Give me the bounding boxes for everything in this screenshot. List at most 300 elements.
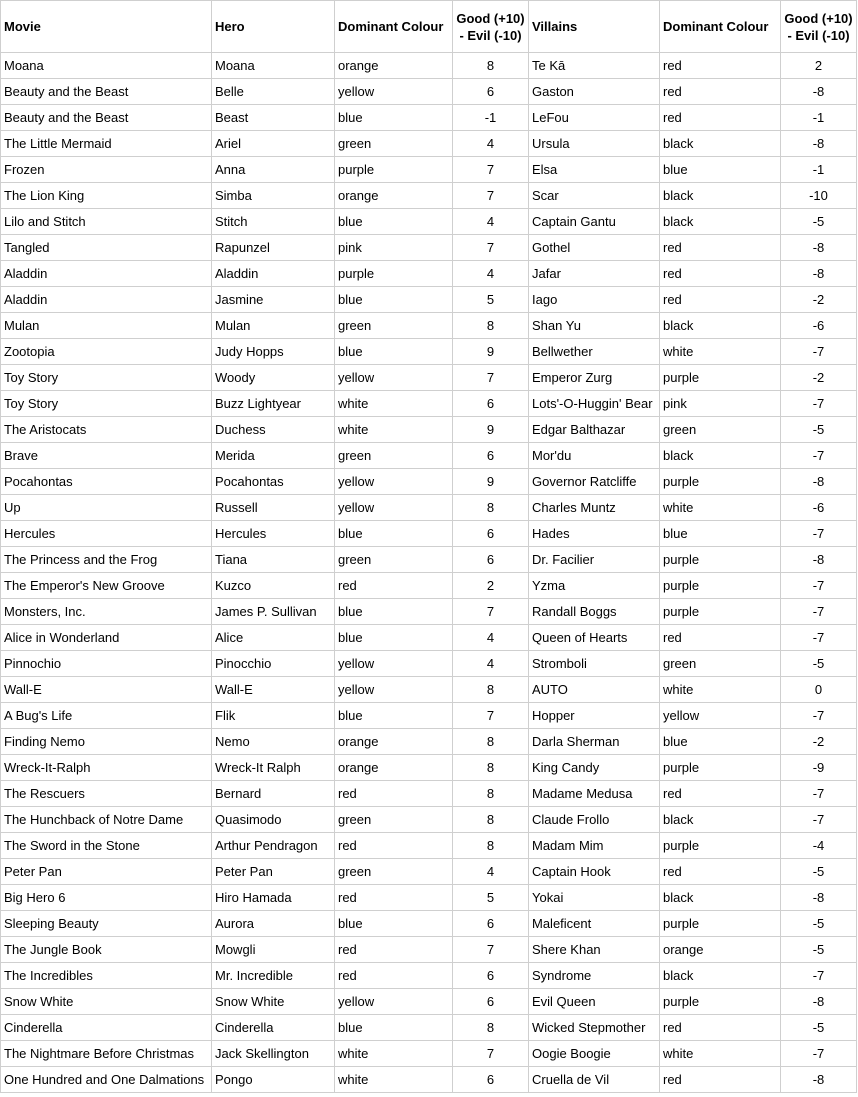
cell-hero-score[interactable]: 8 bbox=[453, 1015, 529, 1041]
cell-villain-colour[interactable]: blue bbox=[660, 521, 781, 547]
cell-hero-score[interactable]: 4 bbox=[453, 261, 529, 287]
cell-movie[interactable]: Aladdin bbox=[1, 261, 212, 287]
cell-villain-colour[interactable]: black bbox=[660, 443, 781, 469]
cell-movie[interactable]: Aladdin bbox=[1, 287, 212, 313]
cell-hero-colour[interactable]: blue bbox=[335, 911, 453, 937]
header-movie[interactable]: Movie bbox=[1, 1, 212, 53]
cell-villain-score[interactable]: -8 bbox=[781, 469, 857, 495]
cell-movie[interactable]: Mulan bbox=[1, 313, 212, 339]
cell-hero[interactable]: Simba bbox=[212, 183, 335, 209]
cell-villain-score[interactable]: -7 bbox=[781, 1041, 857, 1067]
cell-hero-score[interactable]: 7 bbox=[453, 157, 529, 183]
cell-villain-score[interactable]: -2 bbox=[781, 365, 857, 391]
cell-hero-colour[interactable]: red bbox=[335, 885, 453, 911]
cell-hero-score[interactable]: 8 bbox=[453, 807, 529, 833]
cell-hero-colour[interactable]: green bbox=[335, 313, 453, 339]
cell-villain[interactable]: Hades bbox=[529, 521, 660, 547]
cell-villain-colour[interactable]: red bbox=[660, 1015, 781, 1041]
cell-villain-colour[interactable]: blue bbox=[660, 157, 781, 183]
cell-hero-colour[interactable]: yellow bbox=[335, 989, 453, 1015]
cell-hero-score[interactable]: 7 bbox=[453, 703, 529, 729]
cell-movie[interactable]: Wall-E bbox=[1, 677, 212, 703]
cell-villain[interactable]: Madame Medusa bbox=[529, 781, 660, 807]
cell-villain-score[interactable]: -5 bbox=[781, 1015, 857, 1041]
cell-villain[interactable]: Gothel bbox=[529, 235, 660, 261]
cell-villain-score[interactable]: -5 bbox=[781, 937, 857, 963]
cell-hero[interactable]: Russell bbox=[212, 495, 335, 521]
cell-villain-colour[interactable]: orange bbox=[660, 937, 781, 963]
cell-villain[interactable]: Madam Mim bbox=[529, 833, 660, 859]
cell-villain-colour[interactable]: purple bbox=[660, 989, 781, 1015]
cell-villain-colour[interactable]: blue bbox=[660, 729, 781, 755]
cell-villain[interactable]: Claude Frollo bbox=[529, 807, 660, 833]
cell-hero-score[interactable]: 6 bbox=[453, 989, 529, 1015]
table-row bbox=[1, 885, 857, 911]
cell-hero[interactable]: Pocahontas bbox=[212, 469, 335, 495]
cell-villain-colour[interactable]: purple bbox=[660, 911, 781, 937]
cell-villain-colour[interactable]: red bbox=[660, 235, 781, 261]
cell-villain[interactable]: Iago bbox=[529, 287, 660, 313]
cell-villain[interactable]: Yokai bbox=[529, 885, 660, 911]
cell-hero[interactable]: Beast bbox=[212, 105, 335, 131]
cell-villain-score[interactable]: 0 bbox=[781, 677, 857, 703]
cell-villain-score[interactable]: -8 bbox=[781, 885, 857, 911]
cell-villain-score[interactable]: -2 bbox=[781, 287, 857, 313]
cell-villain[interactable]: Maleficent bbox=[529, 911, 660, 937]
cell-villain-colour[interactable]: green bbox=[660, 651, 781, 677]
cell-hero-colour[interactable]: yellow bbox=[335, 365, 453, 391]
table-row bbox=[1, 911, 857, 937]
cell-villain-score[interactable]: -7 bbox=[781, 391, 857, 417]
cell-villain[interactable]: Oogie Boogie bbox=[529, 1041, 660, 1067]
cell-villain[interactable]: Jafar bbox=[529, 261, 660, 287]
cell-hero[interactable]: Stitch bbox=[212, 209, 335, 235]
cell-hero-score[interactable]: 7 bbox=[453, 183, 529, 209]
cell-hero-score[interactable]: 5 bbox=[453, 287, 529, 313]
cell-villain[interactable]: Governor Ratcliffe bbox=[529, 469, 660, 495]
cell-villain-score[interactable]: -7 bbox=[781, 339, 857, 365]
cell-movie[interactable]: Toy Story bbox=[1, 391, 212, 417]
cell-villain-score[interactable]: -5 bbox=[781, 859, 857, 885]
cell-villain-score[interactable]: -7 bbox=[781, 599, 857, 625]
cell-villain[interactable]: Shan Yu bbox=[529, 313, 660, 339]
cell-villain-score[interactable]: -5 bbox=[781, 911, 857, 937]
cell-hero-colour[interactable]: green bbox=[335, 859, 453, 885]
cell-hero-colour[interactable]: orange bbox=[335, 755, 453, 781]
cell-hero-score[interactable]: 8 bbox=[453, 677, 529, 703]
cell-hero[interactable]: Wreck-It Ralph bbox=[212, 755, 335, 781]
cell-movie[interactable]: The Lion King bbox=[1, 183, 212, 209]
cell-movie[interactable]: The Nightmare Before Christmas bbox=[1, 1041, 212, 1067]
cell-hero[interactable]: Peter Pan bbox=[212, 859, 335, 885]
cell-hero[interactable]: Woody bbox=[212, 365, 335, 391]
cell-movie[interactable]: A Bug's Life bbox=[1, 703, 212, 729]
table-row bbox=[1, 547, 857, 573]
cell-hero-colour[interactable]: blue bbox=[335, 599, 453, 625]
cell-hero-score[interactable]: 8 bbox=[453, 833, 529, 859]
cell-villain[interactable]: Elsa bbox=[529, 157, 660, 183]
cell-villain-colour[interactable]: purple bbox=[660, 365, 781, 391]
cell-villain-score[interactable]: -7 bbox=[781, 703, 857, 729]
cell-movie[interactable]: Toy Story bbox=[1, 365, 212, 391]
cell-villain[interactable]: Scar bbox=[529, 183, 660, 209]
cell-villain[interactable]: Te Kā bbox=[529, 53, 660, 79]
cell-hero[interactable]: Ariel bbox=[212, 131, 335, 157]
cell-villain-colour[interactable]: red bbox=[660, 105, 781, 131]
cell-movie[interactable]: Beauty and the Beast bbox=[1, 79, 212, 105]
cell-hero-colour[interactable]: blue bbox=[335, 209, 453, 235]
cell-hero[interactable]: Buzz Lightyear bbox=[212, 391, 335, 417]
cell-villain-colour[interactable]: black bbox=[660, 183, 781, 209]
cell-villain-score[interactable]: -8 bbox=[781, 261, 857, 287]
cell-movie[interactable]: The Aristocats bbox=[1, 417, 212, 443]
cell-hero-score[interactable]: 5 bbox=[453, 885, 529, 911]
cell-villain-score[interactable]: -7 bbox=[781, 443, 857, 469]
cell-villain[interactable]: LeFou bbox=[529, 105, 660, 131]
cell-villain-colour[interactable]: black bbox=[660, 885, 781, 911]
cell-movie[interactable]: Frozen bbox=[1, 157, 212, 183]
cell-hero[interactable]: Wall-E bbox=[212, 677, 335, 703]
cell-villain-colour[interactable]: black bbox=[660, 313, 781, 339]
cell-hero-score[interactable]: 6 bbox=[453, 443, 529, 469]
cell-hero-score[interactable]: 7 bbox=[453, 599, 529, 625]
cell-movie[interactable]: The Sword in the Stone bbox=[1, 833, 212, 859]
table-row bbox=[1, 963, 857, 989]
cell-hero-score[interactable]: 7 bbox=[453, 365, 529, 391]
header-hero-colour[interactable]: Dominant Colour bbox=[335, 1, 453, 53]
cell-hero-colour[interactable]: red bbox=[335, 781, 453, 807]
cell-villain[interactable]: Wicked Stepmother bbox=[529, 1015, 660, 1041]
cell-hero-score[interactable]: 4 bbox=[453, 859, 529, 885]
cell-hero-score[interactable]: 4 bbox=[453, 625, 529, 651]
cell-villain[interactable]: King Candy bbox=[529, 755, 660, 781]
cell-hero-colour[interactable]: pink bbox=[335, 235, 453, 261]
cell-hero-colour[interactable]: blue bbox=[335, 287, 453, 313]
cell-villain-score[interactable]: -6 bbox=[781, 313, 857, 339]
cell-hero-colour[interactable]: red bbox=[335, 833, 453, 859]
table-row bbox=[1, 287, 857, 313]
header-hero[interactable]: Hero bbox=[212, 1, 335, 53]
cell-villain-score[interactable]: -1 bbox=[781, 157, 857, 183]
cell-hero-colour[interactable]: yellow bbox=[335, 651, 453, 677]
cell-hero-score[interactable]: 9 bbox=[453, 469, 529, 495]
cell-hero[interactable]: James P. Sullivan bbox=[212, 599, 335, 625]
cell-hero[interactable]: Merida bbox=[212, 443, 335, 469]
cell-hero-score[interactable]: 6 bbox=[453, 1067, 529, 1093]
cell-movie[interactable]: The Hunchback of Notre Dame bbox=[1, 807, 212, 833]
table-body bbox=[1, 53, 857, 1093]
cell-hero-score[interactable]: 8 bbox=[453, 755, 529, 781]
cell-hero[interactable]: Belle bbox=[212, 79, 335, 105]
header-villain-score[interactable]: Good (+10) - Evil (-10) bbox=[781, 1, 857, 53]
cell-villain-score[interactable]: -5 bbox=[781, 651, 857, 677]
cell-hero-colour[interactable]: white bbox=[335, 391, 453, 417]
cell-hero[interactable]: Tiana bbox=[212, 547, 335, 573]
cell-movie[interactable]: The Little Mermaid bbox=[1, 131, 212, 157]
cell-hero[interactable]: Kuzco bbox=[212, 573, 335, 599]
cell-villain[interactable]: Queen of Hearts bbox=[529, 625, 660, 651]
cell-villain-colour[interactable]: black bbox=[660, 209, 781, 235]
cell-villain[interactable]: Randall Boggs bbox=[529, 599, 660, 625]
cell-hero-colour[interactable]: blue bbox=[335, 105, 453, 131]
cell-villain[interactable]: Emperor Zurg bbox=[529, 365, 660, 391]
cell-villain-colour[interactable]: red bbox=[660, 79, 781, 105]
cell-villain-colour[interactable]: black bbox=[660, 131, 781, 157]
cell-hero[interactable]: Pongo bbox=[212, 1067, 335, 1093]
cell-hero-score[interactable]: 8 bbox=[453, 729, 529, 755]
cell-villain[interactable]: Captain Hook bbox=[529, 859, 660, 885]
cell-hero-score[interactable]: 9 bbox=[453, 339, 529, 365]
cell-villain-score[interactable]: -8 bbox=[781, 547, 857, 573]
cell-hero-score[interactable]: 6 bbox=[453, 79, 529, 105]
cell-hero-colour[interactable]: green bbox=[335, 443, 453, 469]
cell-villain-score[interactable]: -6 bbox=[781, 495, 857, 521]
cell-hero-colour[interactable]: yellow bbox=[335, 469, 453, 495]
cell-hero-score[interactable]: 7 bbox=[453, 1041, 529, 1067]
cell-hero-colour[interactable]: yellow bbox=[335, 79, 453, 105]
cell-hero-score[interactable]: 8 bbox=[453, 781, 529, 807]
cell-villain-colour[interactable]: red bbox=[660, 625, 781, 651]
cell-villain-score[interactable]: -7 bbox=[781, 963, 857, 989]
cell-movie[interactable]: Sleeping Beauty bbox=[1, 911, 212, 937]
cell-hero[interactable]: Quasimodo bbox=[212, 807, 335, 833]
header-villains[interactable]: Villains bbox=[529, 1, 660, 53]
cell-hero-score[interactable]: 4 bbox=[453, 651, 529, 677]
cell-villain[interactable]: Lots'-O-Huggin' Bear bbox=[529, 391, 660, 417]
cell-movie[interactable]: Pinnochio bbox=[1, 651, 212, 677]
cell-movie[interactable]: Finding Nemo bbox=[1, 729, 212, 755]
cell-hero-score[interactable]: 7 bbox=[453, 937, 529, 963]
cell-villain-score[interactable]: -7 bbox=[781, 521, 857, 547]
cell-villain-colour[interactable]: purple bbox=[660, 547, 781, 573]
cell-hero-colour[interactable]: blue bbox=[335, 625, 453, 651]
cell-hero-score[interactable]: 6 bbox=[453, 547, 529, 573]
cell-villain-colour[interactable]: red bbox=[660, 1067, 781, 1093]
cell-hero-colour[interactable]: purple bbox=[335, 157, 453, 183]
cell-hero-colour[interactable]: yellow bbox=[335, 677, 453, 703]
cell-villain[interactable]: Gaston bbox=[529, 79, 660, 105]
cell-hero-colour[interactable]: orange bbox=[335, 53, 453, 79]
cell-movie[interactable]: Monsters, Inc. bbox=[1, 599, 212, 625]
cell-villain-colour[interactable]: pink bbox=[660, 391, 781, 417]
cell-villain-score[interactable]: -8 bbox=[781, 1067, 857, 1093]
cell-villain-score[interactable]: -8 bbox=[781, 131, 857, 157]
cell-hero-score[interactable]: 8 bbox=[453, 53, 529, 79]
cell-villain-colour[interactable]: white bbox=[660, 677, 781, 703]
cell-hero-colour[interactable]: red bbox=[335, 963, 453, 989]
cell-villain-colour[interactable]: white bbox=[660, 339, 781, 365]
cell-villain-colour[interactable]: purple bbox=[660, 755, 781, 781]
cell-hero[interactable]: Cinderella bbox=[212, 1015, 335, 1041]
cell-hero-score[interactable]: 6 bbox=[453, 521, 529, 547]
cell-movie[interactable]: The Rescuers bbox=[1, 781, 212, 807]
cell-villain-score[interactable]: -5 bbox=[781, 209, 857, 235]
cell-hero[interactable]: Mr. Incredible bbox=[212, 963, 335, 989]
cell-villain-score[interactable]: -8 bbox=[781, 989, 857, 1015]
cell-villain-score[interactable]: -7 bbox=[781, 625, 857, 651]
cell-movie[interactable]: The Incredibles bbox=[1, 963, 212, 989]
cell-villain-colour[interactable]: black bbox=[660, 807, 781, 833]
cell-hero-score[interactable]: 4 bbox=[453, 131, 529, 157]
cell-villain[interactable]: Cruella de Vil bbox=[529, 1067, 660, 1093]
cell-villain[interactable]: Evil Queen bbox=[529, 989, 660, 1015]
cell-villain-colour[interactable]: purple bbox=[660, 833, 781, 859]
table-row bbox=[1, 573, 857, 599]
header-villain-colour[interactable]: Dominant Colour bbox=[660, 1, 781, 53]
cell-movie[interactable]: Brave bbox=[1, 443, 212, 469]
cell-villain-score[interactable]: -9 bbox=[781, 755, 857, 781]
table-row bbox=[1, 521, 857, 547]
cell-villain[interactable]: Yzma bbox=[529, 573, 660, 599]
cell-hero[interactable]: Pinocchio bbox=[212, 651, 335, 677]
cell-hero[interactable]: Anna bbox=[212, 157, 335, 183]
cell-villain-colour[interactable]: red bbox=[660, 859, 781, 885]
cell-villain-score[interactable]: -1 bbox=[781, 105, 857, 131]
cell-hero-score[interactable]: 8 bbox=[453, 495, 529, 521]
cell-hero-score[interactable]: 9 bbox=[453, 417, 529, 443]
cell-hero-colour[interactable]: white bbox=[335, 1041, 453, 1067]
table-row bbox=[1, 313, 857, 339]
cell-hero-colour[interactable]: blue bbox=[335, 1015, 453, 1041]
cell-hero[interactable]: Flik bbox=[212, 703, 335, 729]
cell-villain-score[interactable]: -7 bbox=[781, 781, 857, 807]
table-row bbox=[1, 1015, 857, 1041]
cell-hero-colour[interactable]: blue bbox=[335, 521, 453, 547]
cell-hero-colour[interactable]: orange bbox=[335, 729, 453, 755]
cell-movie[interactable]: Moana bbox=[1, 53, 212, 79]
cell-hero[interactable]: Aurora bbox=[212, 911, 335, 937]
cell-hero-score[interactable]: 7 bbox=[453, 235, 529, 261]
cell-villain[interactable]: Bellwether bbox=[529, 339, 660, 365]
cell-movie[interactable]: Peter Pan bbox=[1, 859, 212, 885]
cell-villain[interactable]: Shere Khan bbox=[529, 937, 660, 963]
cell-movie[interactable]: Beauty and the Beast bbox=[1, 105, 212, 131]
cell-hero-colour[interactable]: green bbox=[335, 547, 453, 573]
cell-villain[interactable]: Syndrome bbox=[529, 963, 660, 989]
cell-hero[interactable]: Jack Skellington bbox=[212, 1041, 335, 1067]
cell-villain-score[interactable]: -5 bbox=[781, 417, 857, 443]
cell-villain-colour[interactable]: yellow bbox=[660, 703, 781, 729]
cell-villain-colour[interactable]: red bbox=[660, 53, 781, 79]
cell-movie[interactable]: The Jungle Book bbox=[1, 937, 212, 963]
cell-villain-colour[interactable]: purple bbox=[660, 469, 781, 495]
cell-movie[interactable]: Zootopia bbox=[1, 339, 212, 365]
cell-villain-colour[interactable]: red bbox=[660, 261, 781, 287]
cell-movie[interactable]: Alice in Wonderland bbox=[1, 625, 212, 651]
cell-villain[interactable]: Ursula bbox=[529, 131, 660, 157]
cell-hero[interactable]: Nemo bbox=[212, 729, 335, 755]
cell-hero-score[interactable]: 6 bbox=[453, 911, 529, 937]
cell-movie[interactable]: Up bbox=[1, 495, 212, 521]
cell-villain[interactable]: Stromboli bbox=[529, 651, 660, 677]
cell-villain-score[interactable]: -7 bbox=[781, 573, 857, 599]
cell-villain[interactable]: Edgar Balthazar bbox=[529, 417, 660, 443]
cell-villain-score[interactable]: 2 bbox=[781, 53, 857, 79]
cell-movie[interactable]: Cinderella bbox=[1, 1015, 212, 1041]
cell-hero-colour[interactable]: blue bbox=[335, 703, 453, 729]
cell-hero-colour[interactable]: yellow bbox=[335, 495, 453, 521]
cell-hero-score[interactable]: 6 bbox=[453, 963, 529, 989]
cell-hero-colour[interactable]: white bbox=[335, 1067, 453, 1093]
cell-movie[interactable]: Snow White bbox=[1, 989, 212, 1015]
cell-hero-score[interactable]: 8 bbox=[453, 313, 529, 339]
cell-hero-score[interactable]: 2 bbox=[453, 573, 529, 599]
cell-villain-colour[interactable]: black bbox=[660, 963, 781, 989]
cell-hero-score[interactable]: -1 bbox=[453, 105, 529, 131]
cell-hero[interactable]: Bernard bbox=[212, 781, 335, 807]
cell-hero[interactable]: Hercules bbox=[212, 521, 335, 547]
cell-hero[interactable]: Mulan bbox=[212, 313, 335, 339]
cell-villain[interactable]: Darla Sherman bbox=[529, 729, 660, 755]
cell-hero-colour[interactable]: red bbox=[335, 573, 453, 599]
cell-movie[interactable]: One Hundred and One Dalmations bbox=[1, 1067, 212, 1093]
cell-hero[interactable]: Snow White bbox=[212, 989, 335, 1015]
cell-movie[interactable]: Pocahontas bbox=[1, 469, 212, 495]
cell-villain[interactable]: Dr. Facilier bbox=[529, 547, 660, 573]
cell-hero-colour[interactable]: white bbox=[335, 417, 453, 443]
cell-hero-colour[interactable]: orange bbox=[335, 183, 453, 209]
header-row bbox=[1, 1, 857, 53]
table-row bbox=[1, 651, 857, 677]
cell-villain-score[interactable]: -7 bbox=[781, 807, 857, 833]
cell-hero[interactable]: Rapunzel bbox=[212, 235, 335, 261]
cell-villain-colour[interactable]: red bbox=[660, 287, 781, 313]
cell-hero[interactable]: Jasmine bbox=[212, 287, 335, 313]
cell-villain-colour[interactable]: white bbox=[660, 1041, 781, 1067]
cell-villain-score[interactable]: -8 bbox=[781, 79, 857, 105]
cell-hero[interactable]: Mowgli bbox=[212, 937, 335, 963]
cell-villain[interactable]: Captain Gantu bbox=[529, 209, 660, 235]
cell-movie[interactable]: Lilo and Stitch bbox=[1, 209, 212, 235]
cell-villain[interactable]: Mor'du bbox=[529, 443, 660, 469]
cell-villain-colour[interactable]: purple bbox=[660, 573, 781, 599]
cell-hero[interactable]: Hiro Hamada bbox=[212, 885, 335, 911]
cell-villain-colour[interactable]: purple bbox=[660, 599, 781, 625]
cell-movie[interactable]: Hercules bbox=[1, 521, 212, 547]
cell-hero[interactable]: Moana bbox=[212, 53, 335, 79]
cell-hero[interactable]: Duchess bbox=[212, 417, 335, 443]
cell-hero-colour[interactable]: blue bbox=[335, 339, 453, 365]
cell-movie[interactable]: The Emperor's New Groove bbox=[1, 573, 212, 599]
cell-movie[interactable]: Big Hero 6 bbox=[1, 885, 212, 911]
cell-villain-score[interactable]: -4 bbox=[781, 833, 857, 859]
cell-hero-score[interactable]: 6 bbox=[453, 391, 529, 417]
cell-hero-score[interactable]: 4 bbox=[453, 209, 529, 235]
cell-hero-colour[interactable]: purple bbox=[335, 261, 453, 287]
cell-villain[interactable]: AUTO bbox=[529, 677, 660, 703]
cell-villain[interactable]: Hopper bbox=[529, 703, 660, 729]
cell-villain[interactable]: Charles Muntz bbox=[529, 495, 660, 521]
cell-hero-colour[interactable]: green bbox=[335, 131, 453, 157]
cell-villain-score[interactable]: -8 bbox=[781, 235, 857, 261]
cell-movie[interactable]: The Princess and the Frog bbox=[1, 547, 212, 573]
cell-villain-colour[interactable]: white bbox=[660, 495, 781, 521]
cell-hero[interactable]: Arthur Pendragon bbox=[212, 833, 335, 859]
cell-hero[interactable]: Judy Hopps bbox=[212, 339, 335, 365]
cell-villain-colour[interactable]: red bbox=[660, 781, 781, 807]
cell-movie[interactable]: Wreck-It-Ralph bbox=[1, 755, 212, 781]
cell-hero-colour[interactable]: red bbox=[335, 937, 453, 963]
cell-movie[interactable]: Tangled bbox=[1, 235, 212, 261]
cell-hero-colour[interactable]: green bbox=[335, 807, 453, 833]
cell-hero[interactable]: Alice bbox=[212, 625, 335, 651]
cell-villain-score[interactable]: -2 bbox=[781, 729, 857, 755]
cell-hero[interactable]: Aladdin bbox=[212, 261, 335, 287]
cell-villain-score[interactable]: -10 bbox=[781, 183, 857, 209]
table-row bbox=[1, 53, 857, 79]
cell-villain-colour[interactable]: green bbox=[660, 417, 781, 443]
header-hero-score[interactable]: Good (+10) - Evil (-10) bbox=[453, 1, 529, 53]
